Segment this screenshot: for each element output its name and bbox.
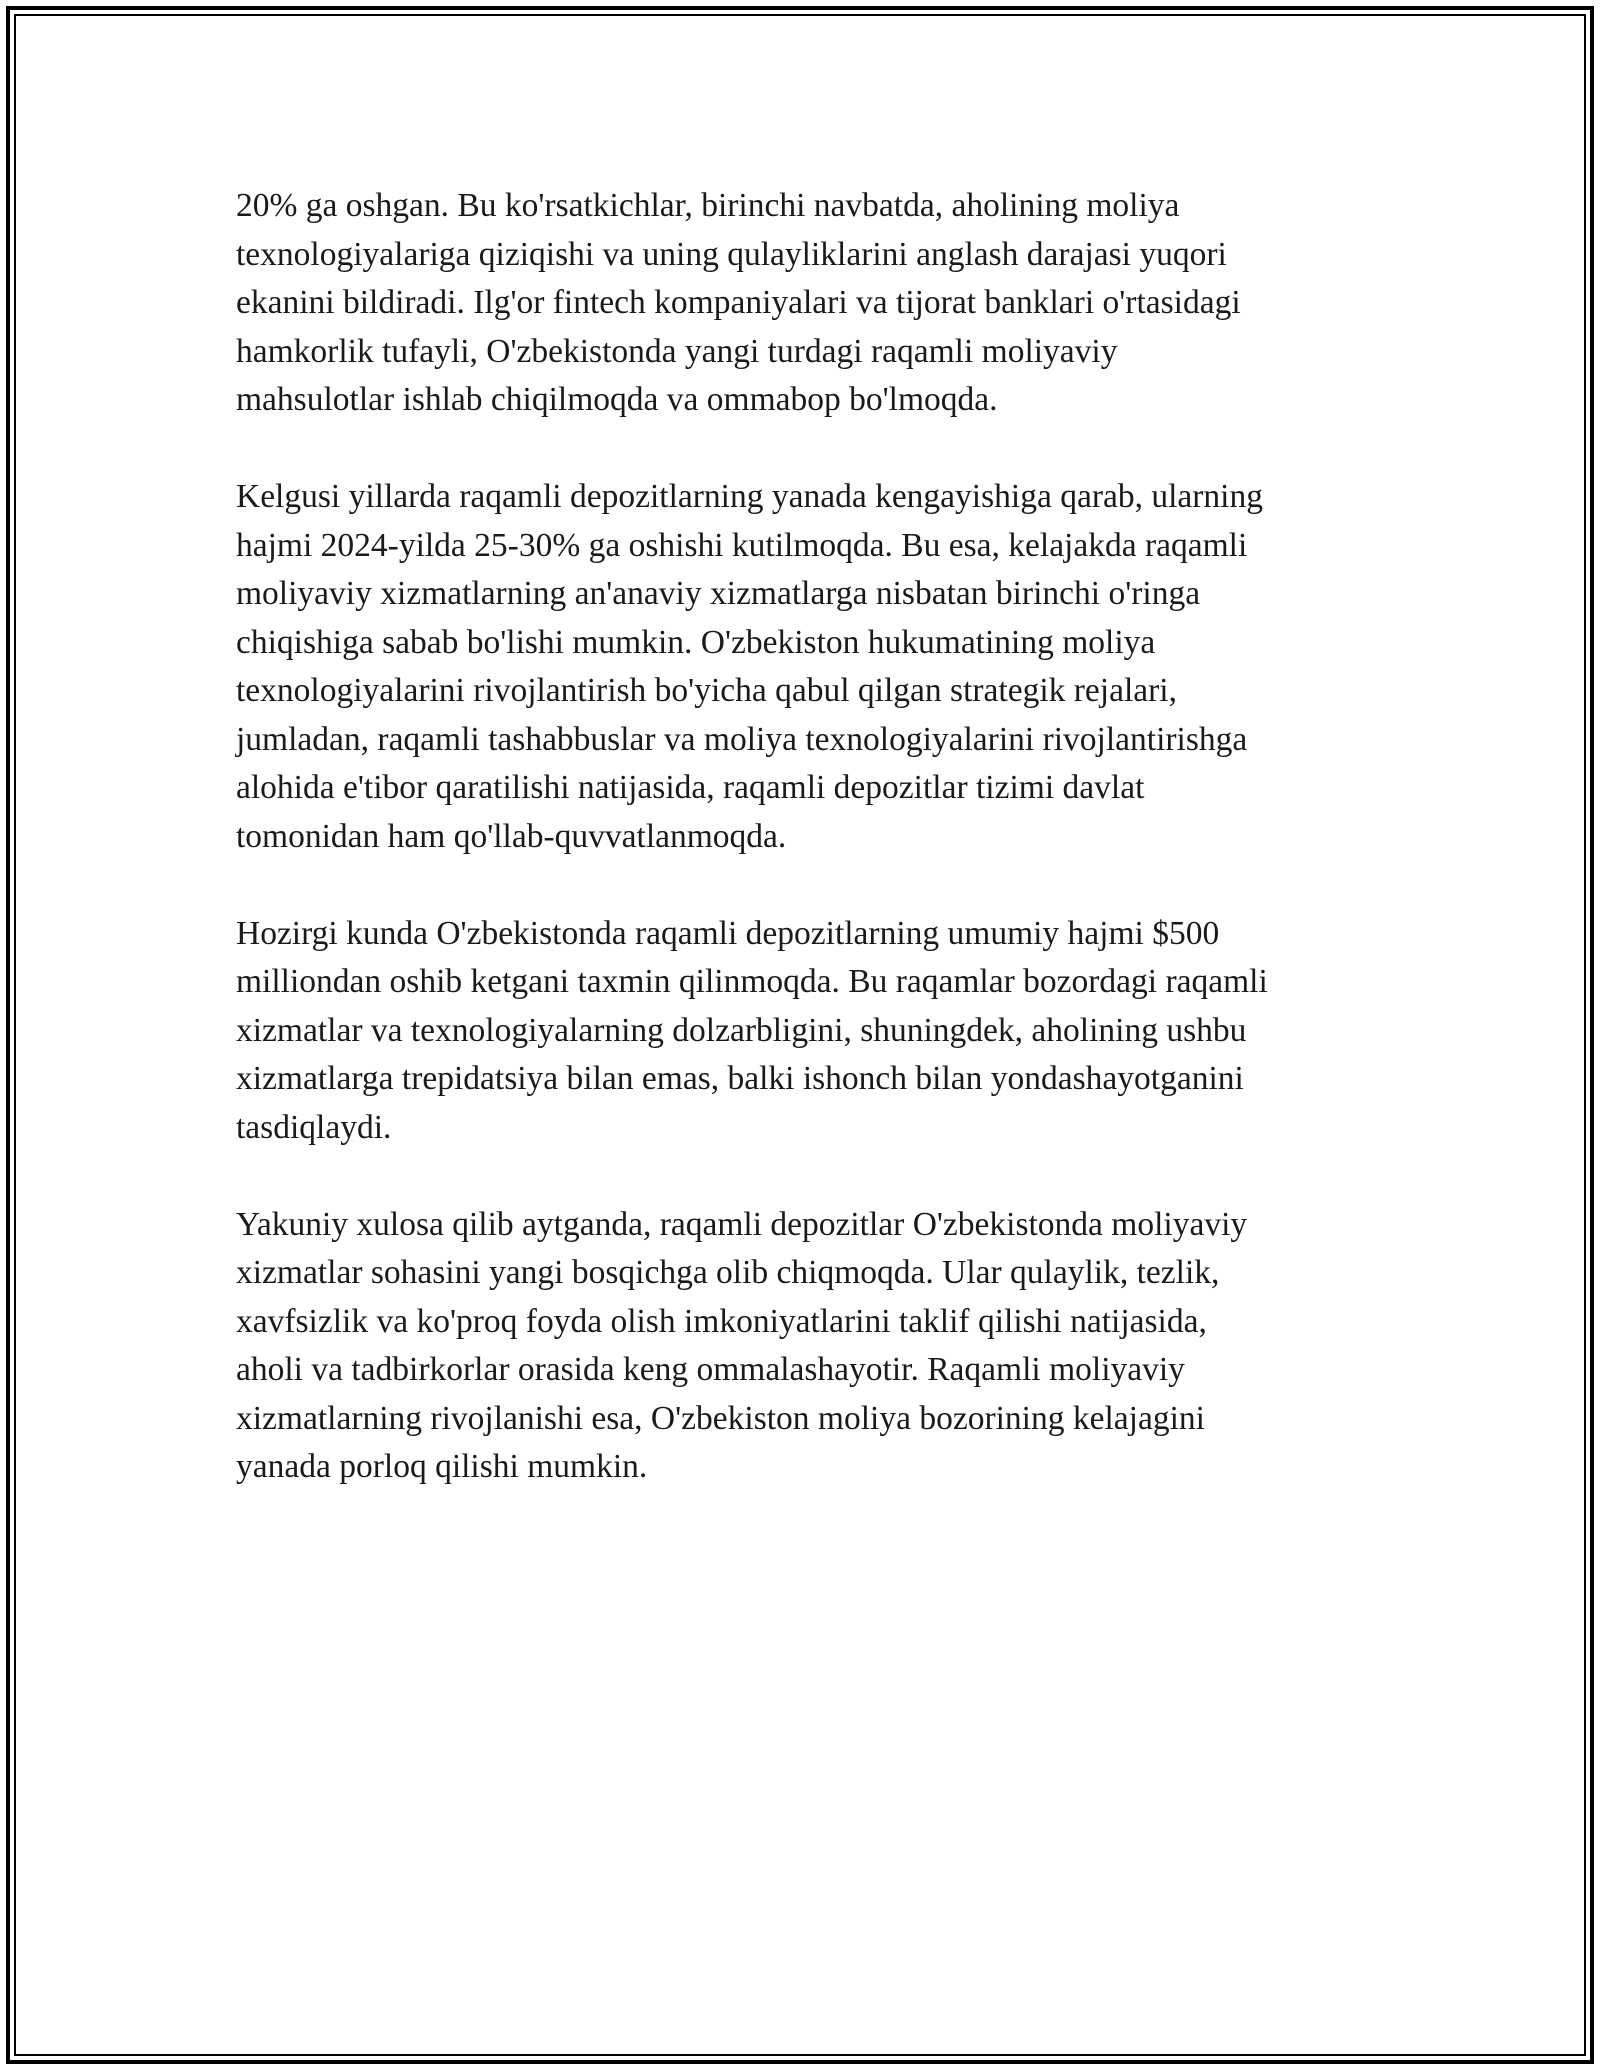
paragraph-1: 20% ga oshgan. Bu ko'rsatkichlar, birinchi navbatda, aholining moliya texnologiyalariga qiziqishi va uning qulayliklarini anglash darajasi yuqori ekanini bildiradi. Ilg'or fintech kompaniyalari va tijorat banklari o'rtasidagi hamkorlik tufayli, O'zbekistonda yangi turdagi raqamli moliyaviy mahsulotlar ishlab chiqilmoqda va ommabop bo'lmoqda. xyxy=(236,187,1241,418)
paragraph-4: Yakuniy xulosa qilib aytganda, raqamli depozitlar O'zbekistonda moliyaviy xizmatlar sohasini yangi bosqichga olib chiqmoqda. Ular qulaylik, tezlik, xavfsizlik va ko'proq foyda olish imkoniyatlarini taklif qilishi natijasida, aholi va tadbirkorlar orasida keng ommalashayotir. Raqamli moliyaviy xizmatlarning rivojlanishi esa, O'zbekiston moliya bozorining kelajagini yanada porloq qilishi mumkin. xyxy=(236,1205,1248,1485)
document-body xyxy=(236,182,1386,1540)
paragraph-3: Hozirgi kunda O'zbekistonda raqamli depozitlarning umumiy hajmi $500 milliondan oshib ketgani taxmin qilinmoqda. Bu raqamlar bozordagi raqamli xizmatlar va texnologiyalarning dolzarbligini, shuningdek, aholining ushbu xizmatlarga trepidatsiya bilan emas, balki ishonch bilan yondashayotganini tasdiqlaydi. xyxy=(236,914,1268,1146)
paragraph-2: Kelgusi yillarda raqamli depozitlarning yanada kengayishiga qarab, ularning hajmi 2024-yilda 25-30% ga oshishi kutilmoqda. Bu esa, kelajakda raqamli moliyaviy xizmatlarning an'anaviy xizmatlarga nisbatan birinchi o'ringa chiqishiga sabab bo'lishi mumkin. O'zbekiston hukumatining moliya texnologiyalarini rivojlantirish bo'yicha qabul qilgan strategik rejalari, jumladan, raqamli tashabbuslar va moliya texnologiyalarini rivojlantirishga alohida e'tibor qaratilishi natijasida, raqamli depozitlar tizimi davlat tomonidan ham qo'llab-quvvatlanmoqda. xyxy=(236,478,1263,855)
